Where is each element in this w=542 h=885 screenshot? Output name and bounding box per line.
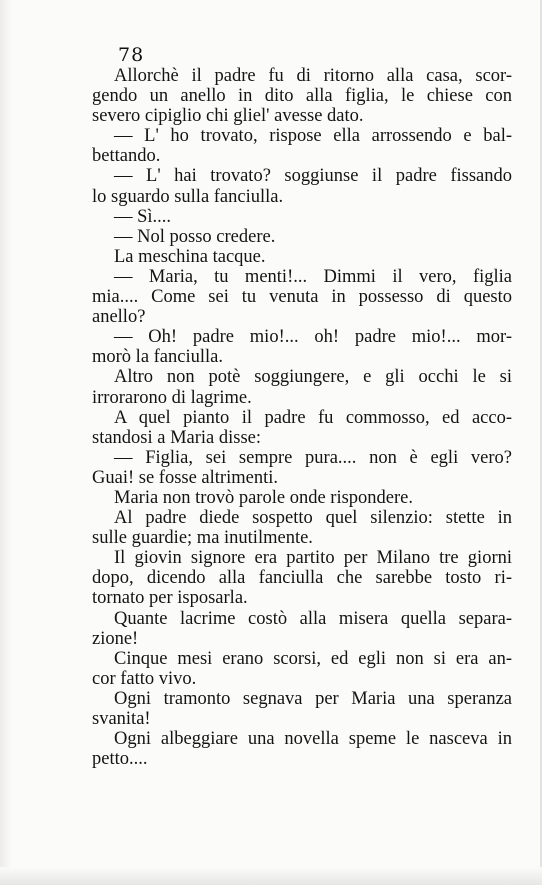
text-line: — L' ho trovato, rispose ella arrossendo e bal- bbox=[114, 126, 512, 147]
text-line: Il giovin signore era partito per Milano tre giorni bbox=[114, 548, 512, 569]
text-line: irrorarono di lagrime. bbox=[92, 387, 252, 408]
text-line: Cinque mesi erano scorsi, ed egli non si era an- bbox=[114, 648, 512, 669]
text-line: — Sì.... bbox=[114, 206, 172, 227]
text-line: Guai! se fosse altrimenti. bbox=[92, 467, 278, 488]
text-line: gendo un anello in dito alla figlia, le chiese con bbox=[92, 86, 512, 107]
text-line: — Figlia, sei sempre pura.... non è egli vero? bbox=[114, 447, 512, 468]
text-line: Quante lacrime costò alla misera quella separa- bbox=[114, 608, 512, 629]
page-number: 78 bbox=[118, 44, 145, 66]
text-line: Al padre diede sospetto quel silenzio: stette in bbox=[114, 508, 512, 529]
text-line: morò la fanciulla. bbox=[92, 347, 223, 368]
page-edge-shadow-bottom bbox=[0, 867, 542, 885]
text-line: petto.... bbox=[92, 749, 148, 770]
text-line: La meschina tacque. bbox=[114, 246, 266, 267]
text-line: — Maria, tu menti!... Dimmi il vero, figlia bbox=[114, 266, 512, 287]
text-line: sulle guardie; ma inutilmente. bbox=[92, 528, 313, 549]
text-line: severo cipiglio chi gliel' avesse dato. bbox=[92, 106, 364, 127]
text-line: zione! bbox=[92, 628, 139, 649]
text-line: A quel pianto il padre fu commosso, ed acco- bbox=[114, 407, 512, 428]
text-line: anello? bbox=[92, 307, 146, 328]
text-line: svanita! bbox=[92, 709, 151, 729]
text-line: — L' hai trovato? soggiunse il padre fissando bbox=[114, 166, 512, 187]
text-line: Ogni albeggiare una novella speme le nasceva in bbox=[114, 729, 512, 750]
text-line: lo sguardo sulla fanciulla. bbox=[92, 186, 284, 207]
text-line: bettando. bbox=[92, 146, 161, 167]
text-line: dopo, dicendo alla fanciulla che sarebbe tosto ri- bbox=[92, 568, 512, 589]
text-line: Altro non potè soggiungere, e gli occhi le si bbox=[114, 367, 512, 388]
text-line: — Oh! padre mio!... oh! padre mio!... mor- bbox=[114, 327, 512, 348]
body-text bbox=[92, 66, 512, 769]
page-edge-shadow-left bbox=[0, 0, 12, 885]
text-line: Maria non trovò parole onde rispondere. bbox=[114, 487, 413, 508]
text-line: tornato per isposarla. bbox=[92, 588, 248, 609]
text-line: cor fatto vivo. bbox=[92, 668, 197, 689]
text-line: — Nol posso credere. bbox=[114, 226, 276, 247]
text-line: Ogni tramonto segnava per Maria una speranza bbox=[114, 688, 512, 709]
text-line: standosi a Maria disse: bbox=[92, 427, 262, 448]
text-line: mia.... Come sei tu venuta in possesso di questo bbox=[92, 287, 512, 308]
text-line: Allorchè il padre fu di ritorno alla casa, scor- bbox=[114, 66, 512, 86]
